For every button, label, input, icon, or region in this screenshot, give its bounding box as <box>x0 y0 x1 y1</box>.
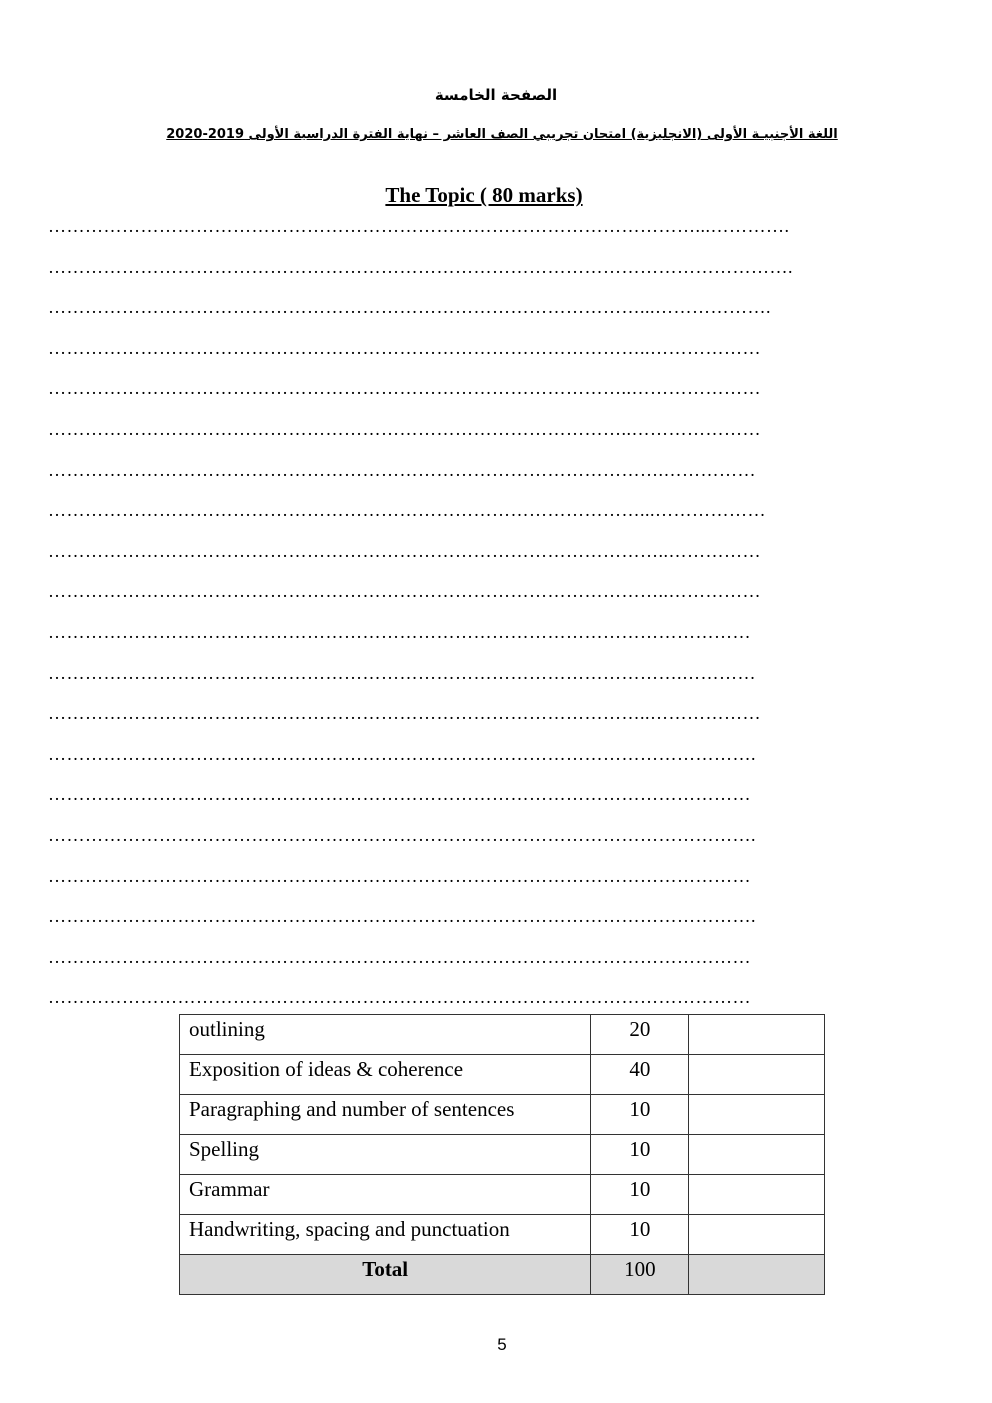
writing-line-14[interactable]: ……………………………………………………………………………………………………. <box>48 743 756 764</box>
criterion-cell: outlining <box>180 1015 591 1055</box>
page-number: 5 <box>497 1335 507 1354</box>
marks-cell: 10 <box>591 1135 689 1175</box>
table-row <box>180 1095 825 1135</box>
writing-line-10[interactable]: ………………………………………………………………………………………..…………… <box>48 581 761 602</box>
writing-line-15[interactable]: …………………………………………………………………………………………………… <box>48 784 751 805</box>
score-cell[interactable] <box>689 1095 825 1135</box>
writing-line-8[interactable]: ……………………………………………………………………………………...……………… <box>48 500 766 521</box>
total-marks: 100 <box>591 1255 689 1295</box>
writing-line-3[interactable]: ……………………………………………………………………………………...………………. <box>48 297 771 318</box>
table-row <box>180 1135 825 1175</box>
criterion-cell: Handwriting, spacing and punctuation <box>180 1215 591 1255</box>
score-cell[interactable] <box>689 1215 825 1255</box>
writing-line-13[interactable]: ……………………………………………………………………………………..……………… <box>48 703 761 724</box>
total-score-cell[interactable] <box>689 1255 825 1295</box>
writing-line-9[interactable]: ………………………………………………………………………………………..…………… <box>48 540 761 561</box>
topic-title: The Topic ( 80 marks) <box>385 183 583 207</box>
writing-line-18[interactable]: ……………………………………………………………………………………………………. <box>48 906 756 927</box>
criterion-cell: Exposition of ideas & coherence <box>180 1055 591 1095</box>
table-row <box>180 1015 825 1055</box>
exam-title: اللغة الأجنبيـة الأولى (الانجليزية) امتحان تجريبي الصف العاشر – نهاية الفترة الدراسية الأولى 2019-2020 <box>166 127 838 142</box>
marks-cell: 10 <box>591 1095 689 1135</box>
table-row <box>180 1175 825 1215</box>
marks-cell: 10 <box>591 1175 689 1215</box>
total-row <box>180 1255 825 1295</box>
writing-line-20[interactable]: …………………………………………………………………………………………………… <box>48 987 751 1008</box>
page-label-heading: الصفحة الخامسة <box>434 86 558 104</box>
criterion-cell: Spelling <box>180 1135 591 1175</box>
total-label: Total <box>180 1255 591 1295</box>
writing-line-16[interactable]: ……………………………………………………………………………………………………. <box>48 824 756 845</box>
writing-line-12[interactable]: ………………………………………………………………………………………….………… <box>48 662 756 683</box>
criterion-cell: Paragraphing and number of sentences <box>180 1095 591 1135</box>
score-cell[interactable] <box>689 1135 825 1175</box>
writing-line-6[interactable]: …………………………………………………………………………………..………………… <box>48 418 761 439</box>
writing-line-7[interactable]: ……………………………………………………………………………………….…………… <box>48 459 756 480</box>
writing-lines <box>48 216 940 1028</box>
writing-line-17[interactable]: …………………………………………………………………………………………………… <box>48 865 751 886</box>
writing-line-5[interactable]: …………………………………………………………………………………..………………… <box>48 378 761 399</box>
score-cell[interactable] <box>689 1055 825 1095</box>
score-cell[interactable] <box>689 1015 825 1055</box>
table-row <box>180 1055 825 1095</box>
writing-line-1[interactable]: ……………………………………………………………………………………………...…………. <box>48 216 790 236</box>
writing-line-19[interactable]: …………………………………………………………………………………………………… <box>48 946 751 967</box>
writing-line-2[interactable]: …………………………………………………………………………………………………………. <box>48 256 793 277</box>
marks-cell: 10 <box>591 1215 689 1255</box>
writing-line-11[interactable]: …………………………………………………………………………………………………… <box>48 621 751 642</box>
table-row <box>180 1215 825 1255</box>
writing-line-4[interactable]: ……………………………………………………………………………………..……………… <box>48 337 761 358</box>
criterion-cell: Grammar <box>180 1175 591 1215</box>
marking-rubric-table <box>179 1014 825 1295</box>
marks-cell: 20 <box>591 1015 689 1055</box>
marks-cell: 40 <box>591 1055 689 1095</box>
score-cell[interactable] <box>689 1175 825 1215</box>
